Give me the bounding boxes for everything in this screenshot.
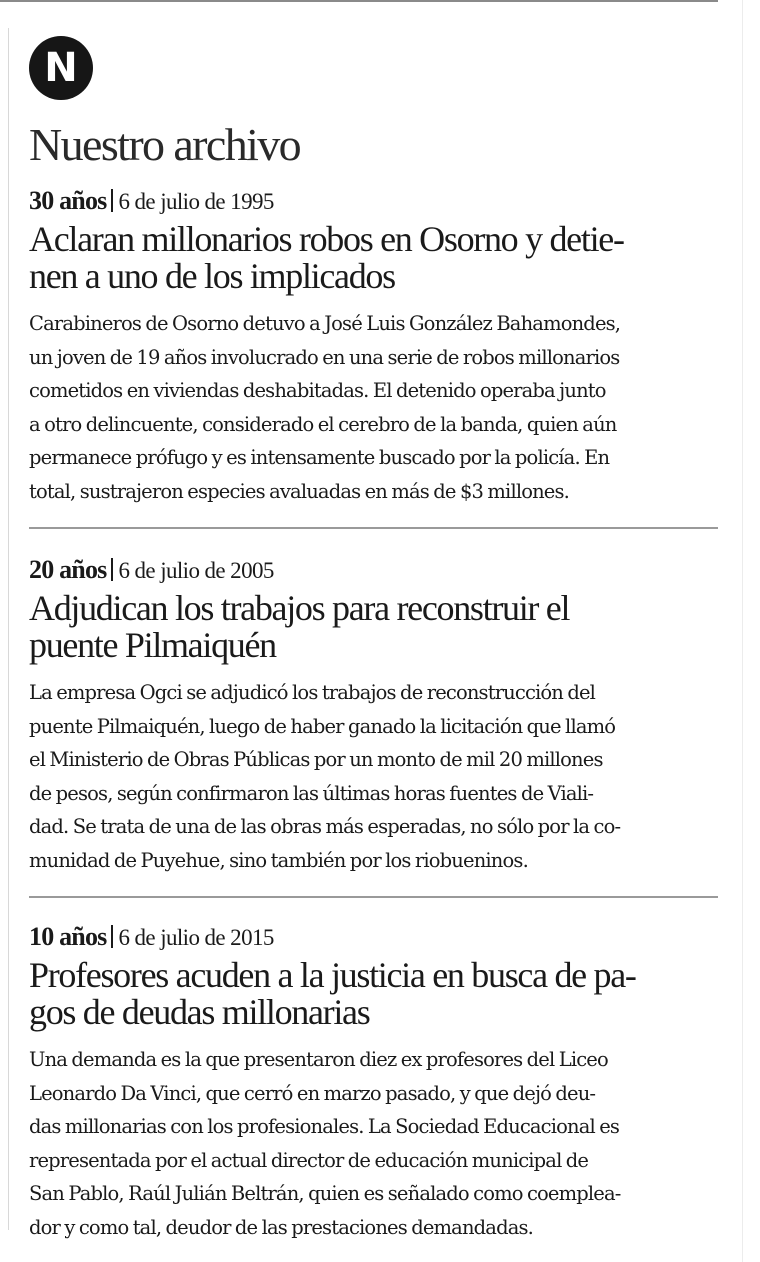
body-line: Una demanda es la que presentaron diez ex profesores del Liceo — [29, 1048, 608, 1071]
body-line: puente Pilmaiquén, luego de haber ganado la licitación que llamó — [29, 714, 616, 738]
body-line: das millonarias con los profesionales. La Sociedad Educacional es — [29, 1115, 620, 1138]
archive-entry-10-years — [29, 922, 721, 1244]
body-line: a otro delincuente, considerado el cerebro de la banda, quien aún — [29, 412, 617, 436]
entry-headline — [29, 221, 721, 295]
body-line: el Ministerio de Obras Públicas por un monto de mil 20 millones — [29, 748, 603, 771]
entry-body — [29, 307, 721, 508]
left-column-rule — [8, 28, 9, 1230]
body-line: Carabineros de Osorno detuvo a José Luis González Bahamondes, — [29, 312, 621, 335]
entry-divider — [29, 527, 718, 529]
page-edge-rule — [742, 0, 743, 1262]
entry-date: 6 de julio de 1995 — [118, 189, 274, 214]
headline-line: Aclaran millonarios robos en Osorno y detie- — [29, 219, 624, 259]
meta-separator — [111, 925, 113, 948]
meta-separator — [111, 558, 113, 581]
entry-years: 20 años — [29, 555, 107, 584]
entry-years: 10 años — [29, 922, 107, 951]
body-line: dad. Se trata de una de las obras más esperadas, no sólo por la co- — [29, 815, 621, 838]
body-line: cometidos en viviendas deshabitadas. El detenido operaba junto — [29, 379, 606, 402]
body-line: representada por el actual director de educación municipal de — [29, 1148, 589, 1172]
top-rule — [0, 0, 718, 2]
entry-body — [29, 1043, 721, 1244]
headline-line: puente Pilmaiquén — [29, 625, 276, 665]
headline-line: gos de deudas millonarias — [29, 992, 370, 1032]
archive-entry-20-years — [29, 555, 721, 877]
body-line: de pesos, según confirmaron las últimas horas fuentes de Viali- — [29, 781, 594, 805]
body-line: munidad de Puyehue, sino también por los riobueninos. — [29, 848, 528, 872]
meta-separator — [111, 189, 113, 212]
body-line: Leonardo Da Vinci, que cerró en marzo pasado, y que dejó deu- — [29, 1081, 596, 1105]
entry-meta — [29, 922, 721, 953]
section-title: Nuestro archivo — [29, 119, 301, 170]
body-line: total, sustrajeron especies avaluadas en más de $3 millones. — [29, 479, 570, 503]
entry-date: 6 de julio de 2005 — [118, 558, 274, 583]
body-line: La empresa Ogci se adjudicó los trabajos de reconstrucción del — [29, 681, 596, 704]
headline-line: nen a uno de los implicados — [29, 256, 395, 296]
archive-entry-30-years — [29, 186, 721, 508]
entry-headline — [29, 590, 721, 664]
entry-headline — [29, 957, 721, 1031]
headline-line: Adjudican los trabajos para reconstruir el — [29, 588, 570, 628]
entry-years: 30 años — [29, 186, 107, 215]
body-line: San Pablo, Raúl Julián Beltrán, quien es señalado como coemplea- — [29, 1182, 621, 1205]
body-line: permanece prófugo y es intensamente buscado por la policía. En — [29, 446, 610, 469]
body-line: un joven de 19 años involucrado en una serie de robos millonarios — [29, 345, 620, 369]
entry-meta — [29, 186, 721, 217]
body-line: dor y como tal, deudor de las prestaciones demandadas. — [29, 1215, 533, 1239]
newspaper-logo-icon: N — [29, 36, 93, 100]
entry-date: 6 de julio de 2015 — [118, 925, 274, 950]
entry-body — [29, 676, 721, 877]
entry-divider — [29, 896, 718, 898]
entry-meta — [29, 555, 721, 586]
headline-line: Profesores acuden a la justicia en busca de pa- — [29, 955, 636, 995]
